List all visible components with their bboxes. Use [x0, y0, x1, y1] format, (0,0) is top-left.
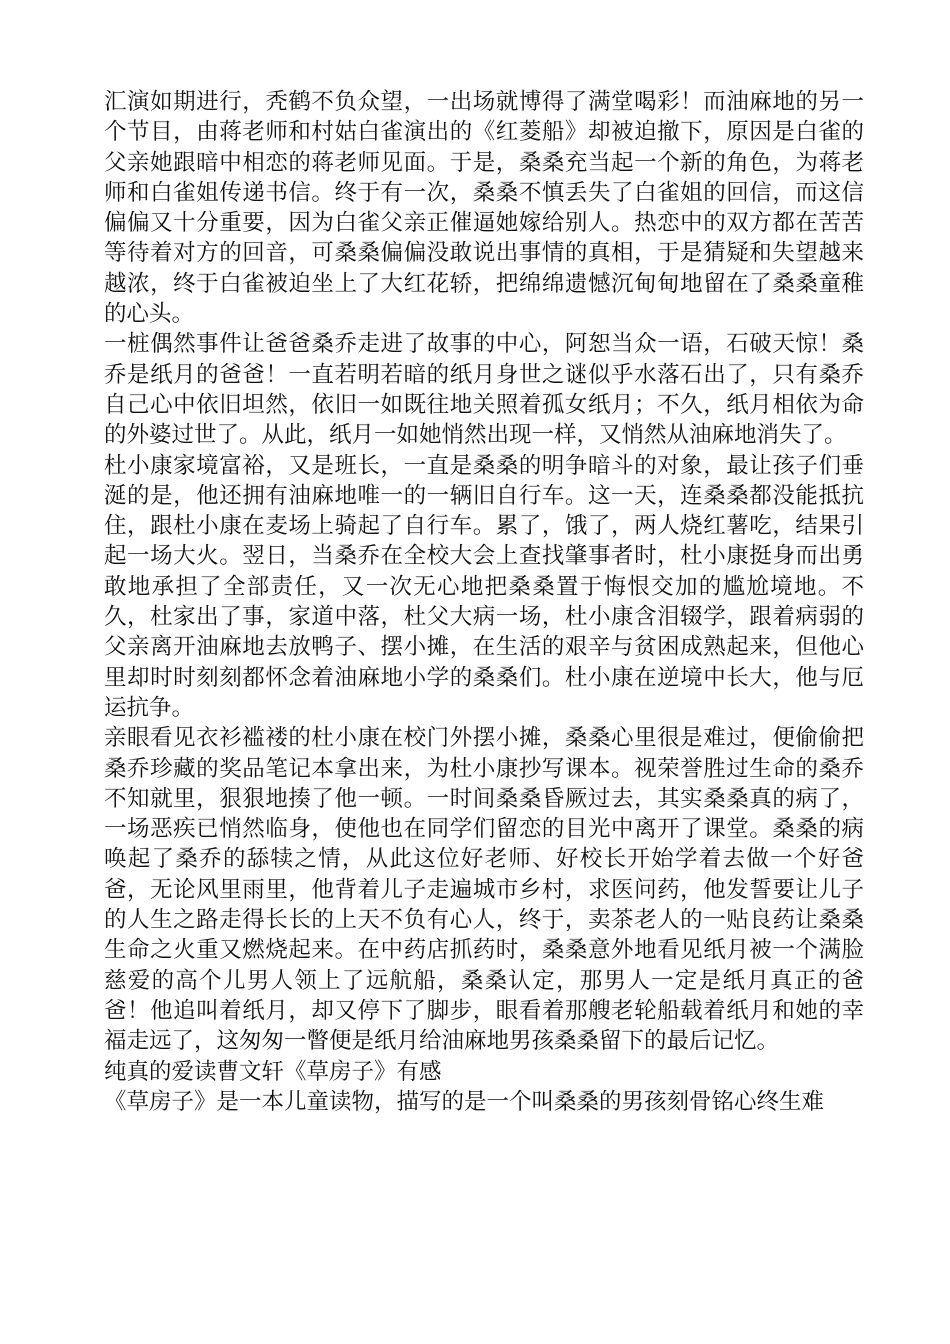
section-title: 纯真的爱读曹文轩《草房子》有感 [104, 1058, 442, 1085]
paragraph-sangsang-illness: 亲眼看见衣衫褴褛的杜小康在校门外摆小摊，桑桑心里很是难过，便偷偷把桑乔珍藏的奖品笔记本拿出来，为杜小康抄写课本。视荣誉胜过生命的桑乔不知就里，狠狠地揍了他一顿。一时间桑桑昏厥过去，其实桑桑真的病了，一场恶疾已悄然临身，使他也在同学们留恋的目光中离开了课堂。桑桑的病唤起了桑乔的舔犊之情，从此这位好老师、好校长开始学着去做一个好爸爸，无论风里雨里，他背着儿子走遍城市乡村，求医问药，他发誓要让儿子的人生之路走得长长的上天不负有心人，终于，卖茶老人的一贴良药让桑桑生命之火重又燃烧起来。在中药店抓药时，桑桑意外地看见纸月被一个满脸慈爱的高个儿男人领上了远航船，桑桑认定，那男人一定是纸月真正的爸爸！他追叫着纸月，却又停下了脚步，眼看着那艘老轮船载着纸月和她的幸福走远了，这匆匆一瞥便是纸月给油麻地男孩桑桑留下的最后记忆。 [104, 725, 864, 1055]
body-text [104, 87, 864, 1117]
paragraph-du-xiaokang: 杜小康家境富裕，又是班长，一直是桑桑的明争暗斗的对象，最让孩子们垂涎的是，他还拥有油麻地唯一的一辆旧自行车。这一天，连桑桑都没能抵抗住，跟杜小康在麦场上骑起了自行车。累了，饿了，两人烧红薯吃，结果引起一场大火。翌日，当桑乔在全校大会上查找肇事者时，杜小康挺身而出勇敢地承担了全部责任，又一次无心地把桑桑置于悔恨交加的尴尬境地。不久，杜家出了事，家道中落，杜父大病一场，杜小康含泪辍学，跟着病弱的父亲离开油麻地去放鸭子、摆小摊，在生活的艰辛与贫困成熟起来，但他心里却时时刻刻都怀念着油麻地小学的桑桑们。杜小康在逆境中长大，他与厄运抗争。 [104, 452, 864, 721]
paragraph-white-sparrow: 汇演如期进行，秃鹤不负众望，一出场就博得了满堂喝彩！而油麻地的另一个节目，由蒋老师和村姑白雀演出的《红菱船》却被迫撤下，原因是白雀的父亲她跟暗中相恋的蒋老师见面。于是，桑桑充当起一个新的角色，为蒋老师和白雀姐传递书信。终于有一次，桑桑不慎丢失了白雀姐的回信，而这信偏偏又十分重要，因为白雀父亲正催逼她嫁给别人。热恋中的双方都在苦苦等待着对方的回音，可桑桑偏偏没敢说出事情的真相，于是猜疑和失望越来越浓，终于白雀被迫坐上了大红花轿，把绵绵遗憾沉甸甸地留在了桑桑童稚的心头。 [104, 89, 864, 328]
paragraph-book-intro: 《草房子》是一本儿童读物，描写的是一个叫桑桑的男孩刻骨铭心终生难 [104, 1088, 825, 1115]
paragraph-zhiyue-father: 一桩偶然事件让爸爸桑乔走进了故事的中心，阿恕当众一语，石破天惊！桑乔是纸月的爸爸！一直若明若暗的纸月身世之谜似乎水落石出了，只有桑乔自己心中依旧坦然，依旧一如既往地关照着孤女纸月；不久，纸月相依为命的外婆过世了。从此，纸月一如她悄然出现一样，又悄然从油麻地消失了。 [104, 331, 864, 449]
